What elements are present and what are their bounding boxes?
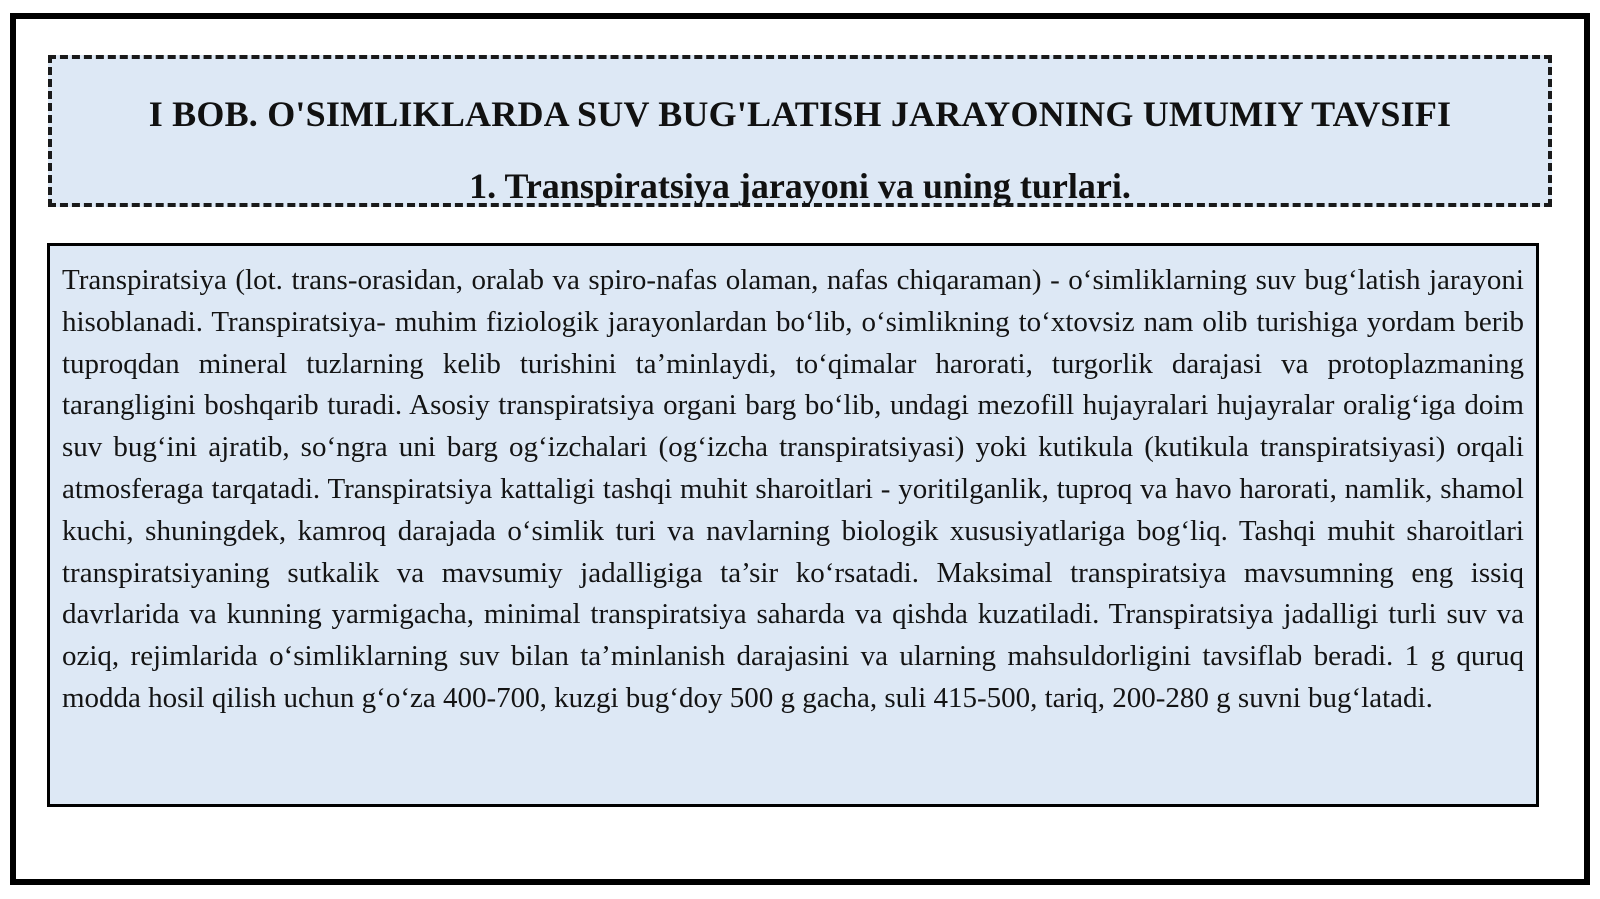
section-title: 1. Transpiratsiya jarayoni va uning turlari. bbox=[469, 166, 1131, 206]
chapter-title: I BOB. O'SIMLIKLARDA SUV BUG'LATISH JARAYONING UMUMIY TAVSIFI bbox=[148, 94, 1452, 134]
title-box bbox=[48, 55, 1552, 207]
body-paragraph: Transpiratsiya (lot. trans-orasidan, oralab va spiro-nafas olaman, nafas chiqaraman) - o‘simliklarning suv bug‘latish jarayoni hisoblanadi. Transpiratsiya- muhim fiziologik jarayonlardan bo‘lib, o‘simlikning to‘xtovsiz nam olib turishiga yordam berib tuproqdan mineral tuzlarning kelib turishini ta’minlaydi, to‘qimalar harorati, turgorlik darajasi va protoplazmaning tarangligini boshqarib turadi. Asosiy transpiratsiya organi barg bo‘lib, undagi mezofill hujayralari hujayralar oralig‘iga doim suv bug‘ini ajratib, so‘ngra uni barg og‘izchalari (og‘izcha transpiratsiyasi) yoki kutikula (kutikula transpiratsiyasi) orqali atmosferaga tarqatadi. Transpiratsiya kattaligi tashqi muhit sharoitlari - yoritilganlik, tuproq va havo harorati, namlik, shamol kuchi, shuningdek, kamroq darajada o‘simlik turi va navlarning biologik xususiyatlariga bog‘liq. Tashqi muhit sharoitlari transpiratsiyaning sutkalik va mavsumiy jadalligiga ta’sir ko‘rsatadi. Maksimal transpiratsiya mavsumning eng issiq davrlarida va kunning yarmigacha, minimal transpiratsiya saharda va qishda kuzatiladi. Transpiratsiya jadalligi turli suv va oziq, rejimlarida o‘simliklarning suv bilan ta’minlanish darajasini va ularning mahsuldorligini tavsiflab beradi. 1 g quruq modda hosil qilish uchun g‘o‘za 400-700, kuzgi bug‘doy 500 g gacha, suli 415-500, tariq, 200-280 g suvni bug‘latadi. bbox=[62, 264, 1524, 714]
body-text-box bbox=[47, 243, 1539, 807]
